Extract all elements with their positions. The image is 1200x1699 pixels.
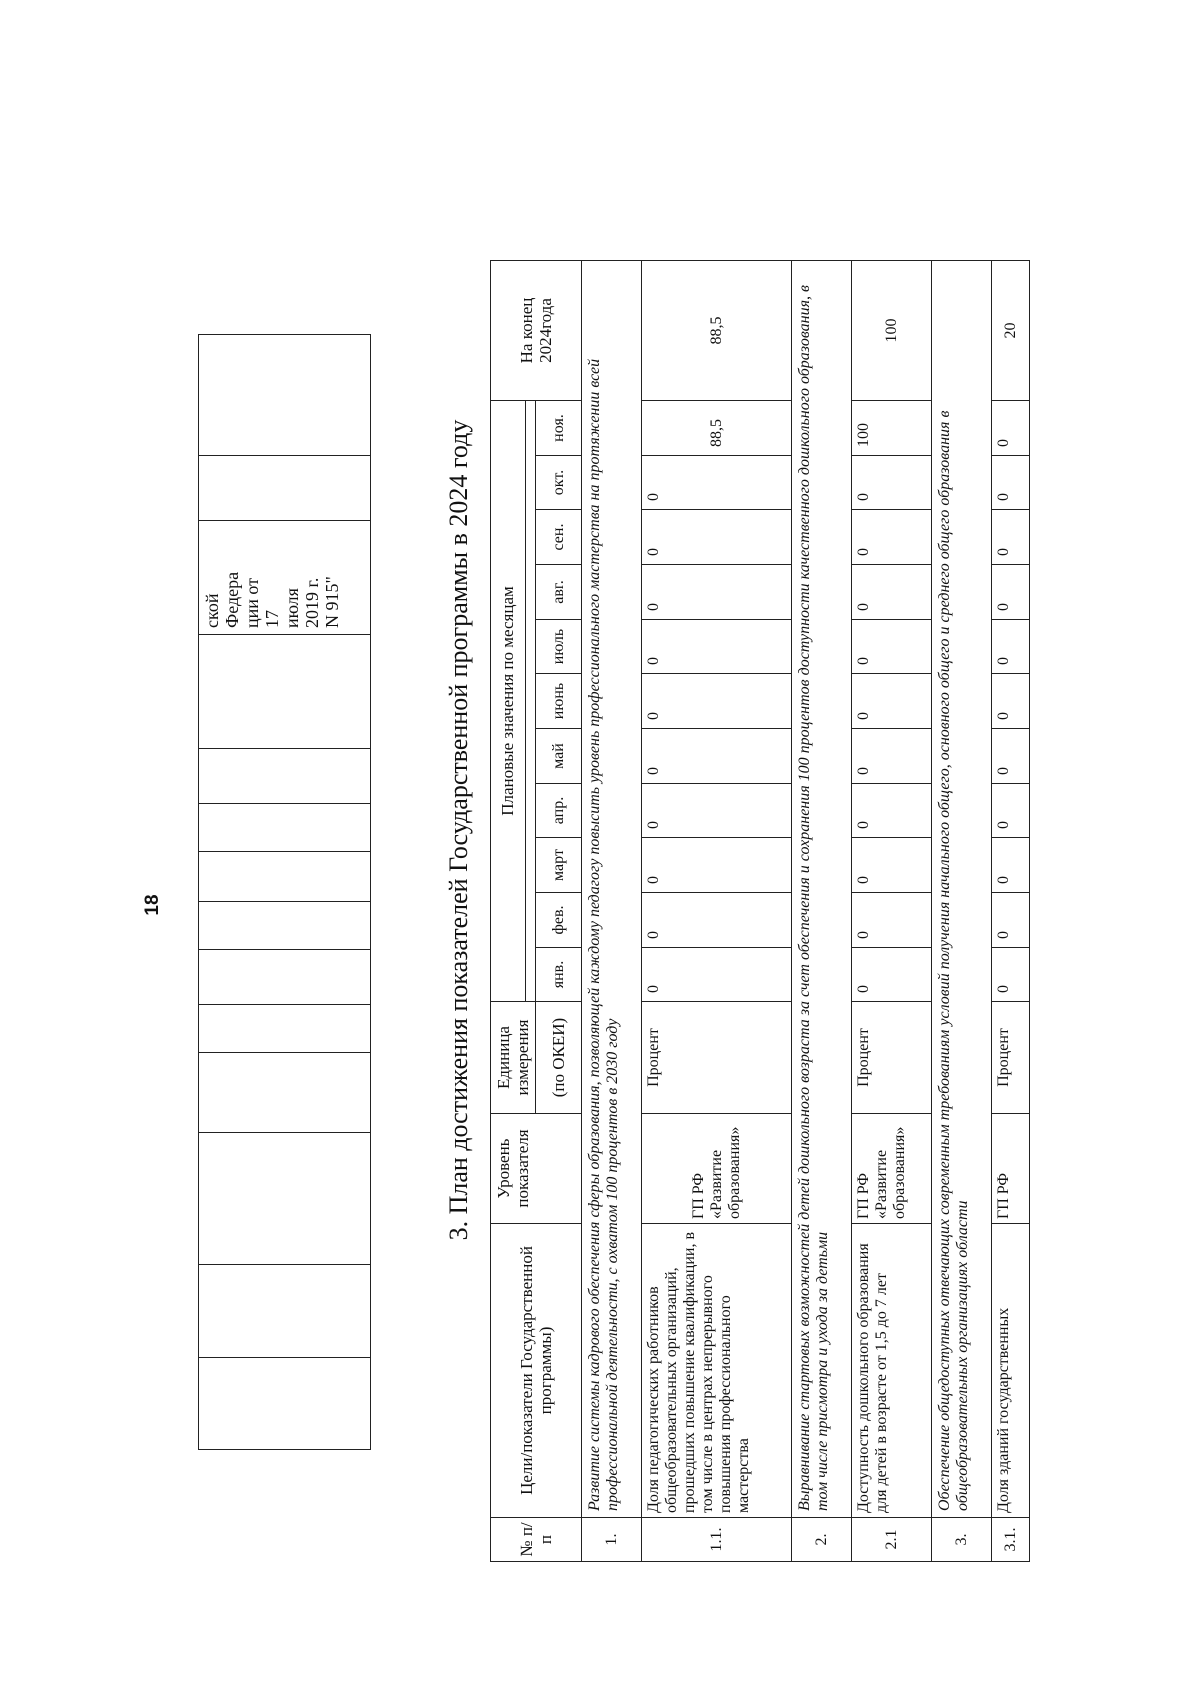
fragment-line: ской xyxy=(202,593,222,628)
value-nov: 88,5 xyxy=(642,401,792,456)
value-mar: 0 xyxy=(992,838,1030,893)
value-sep: 0 xyxy=(852,510,932,565)
value-may: 0 xyxy=(852,729,932,784)
month-jul: июль xyxy=(536,620,582,674)
value-feb: 0 xyxy=(992,893,1030,948)
indicator-level: ГП РФ xyxy=(992,1114,1030,1224)
fragment-cell xyxy=(199,950,371,1005)
header-goal: Цели/показатели Государственной программы) xyxy=(491,1224,582,1518)
fragment-text xyxy=(199,521,345,634)
month-jan: янв. xyxy=(536,948,582,1002)
value-jun: 0 xyxy=(642,674,792,729)
month-nov: ноя. xyxy=(536,401,582,456)
value-jul: 0 xyxy=(642,620,792,674)
header-unit: Единица измерения xyxy=(491,1002,536,1114)
month-apr: апр. xyxy=(536,784,582,838)
value-mar: 0 xyxy=(852,838,932,893)
value-jul: 0 xyxy=(992,620,1030,674)
month-aug: авг. xyxy=(536,565,582,620)
value-oct: 0 xyxy=(852,456,932,510)
fragment-cell xyxy=(199,1053,371,1133)
goal-num: 3. xyxy=(932,1518,992,1562)
indicator-num: 1.1. xyxy=(642,1518,792,1562)
month-sep: сен. xyxy=(536,510,582,565)
header-spacer xyxy=(525,401,535,1002)
indicator-unit: Процент xyxy=(992,1002,1030,1114)
month-oct: окт. xyxy=(536,456,582,510)
month-jun: июнь xyxy=(536,674,582,729)
value-nov: 100 xyxy=(852,401,932,456)
value-jan: 0 xyxy=(852,948,932,1002)
value-jun: 0 xyxy=(852,674,932,729)
value-sep: 0 xyxy=(992,510,1030,565)
value-oct: 0 xyxy=(642,456,792,510)
value-sep: 0 xyxy=(642,510,792,565)
fragment-line: N 915" xyxy=(322,576,342,628)
value-year-end: 100 xyxy=(852,261,932,401)
value-may: 0 xyxy=(642,729,792,784)
goal-num: 1. xyxy=(582,1518,642,1562)
fragment-cell xyxy=(199,1005,371,1053)
section-title: 3. План достижения показателей Государственной программы в 2024 году xyxy=(444,419,473,1241)
header-num: № п/п xyxy=(491,1518,582,1562)
month-mar: март xyxy=(536,838,582,893)
value-may: 0 xyxy=(992,729,1030,784)
value-feb: 0 xyxy=(852,893,932,948)
indicator-num: 3.1. xyxy=(992,1518,1030,1562)
goal-num: 2. xyxy=(792,1518,852,1562)
fragment-cell xyxy=(199,335,371,456)
fragment-cell xyxy=(199,902,371,950)
fragment-table xyxy=(198,334,371,1450)
value-apr: 0 xyxy=(642,784,792,838)
fragment-line: июля xyxy=(282,588,302,628)
indicator-name: Доступность дошкольного образования для детей в возрасте от 1,5 до 7 лет xyxy=(852,1224,932,1518)
fragment-cell xyxy=(199,456,371,521)
indicator-level: ГП РФ «Развитие образования» xyxy=(852,1114,932,1224)
value-jan: 0 xyxy=(992,948,1030,1002)
value-apr: 0 xyxy=(852,784,932,838)
value-jan: 0 xyxy=(642,948,792,1002)
goal-text: Обеспечение общедоступных отвечающих современным требованиям условий получения начального общего, основного общего и среднего общего образования в общеобразовательных организациях области xyxy=(932,261,992,1518)
indicator-name: Доля зданий государственных xyxy=(992,1224,1030,1518)
value-aug: 0 xyxy=(992,565,1030,620)
value-jul: 0 xyxy=(852,620,932,674)
indicator-name: Доля педагогических работников общеобразовательных организаций, прошедших повышение квалификации, в том числе в центрах непрерывного повышения профессионального мастерства xyxy=(642,1224,792,1518)
indicator-unit: Процент xyxy=(852,1002,932,1114)
fragment-cell xyxy=(199,1133,371,1265)
value-aug: 0 xyxy=(642,565,792,620)
fragment-line: ции от xyxy=(242,577,262,628)
page-number: 18 xyxy=(142,894,163,916)
month-feb: фев. xyxy=(536,893,582,948)
indicator-unit: Процент xyxy=(642,1002,792,1114)
header-level: Уровень показателя xyxy=(491,1114,582,1224)
plan-table xyxy=(490,260,1030,1562)
header-monthly: Плановые значения по месяцам xyxy=(491,401,526,1002)
value-oct: 0 xyxy=(992,456,1030,510)
fragment-cell xyxy=(199,749,371,804)
month-may: май xyxy=(536,729,582,784)
indicator-num: 2.1 xyxy=(852,1518,932,1562)
fragment-line: 17 xyxy=(262,610,282,628)
goal-text: Выравнивание стартовых возможностей детей дошкольного возраста за счет обеспечения и сохранения 100 процентов доступности качественного дошкольного образования, в том числе присмотра и ухода за детьми xyxy=(792,261,852,1518)
fragment-cell xyxy=(199,1265,371,1358)
goal-text: Развитие системы кадрового обеспечения сферы образования, позволяющей каждому педагогу повысить уровень профессионального мастерства на протяжении всей профессиональной деятельности, с охватом 100 процентов в 2030 году xyxy=(582,261,642,1518)
header-year-end: На конец 2024года xyxy=(491,261,582,401)
indicator-level: ГП РФ «Развитие образования» xyxy=(642,1114,792,1224)
fragment-line: 2019 г. xyxy=(302,577,322,628)
value-apr: 0 xyxy=(992,784,1030,838)
fragment-cell-text xyxy=(199,521,371,635)
value-mar: 0 xyxy=(642,838,792,893)
value-jun: 0 xyxy=(992,674,1030,729)
fragment-cell xyxy=(199,1358,371,1450)
landscape-page xyxy=(0,80,1200,1680)
value-aug: 0 xyxy=(852,565,932,620)
fragment-cell xyxy=(199,635,371,749)
value-nov: 0 xyxy=(992,401,1030,456)
value-year-end: 88,5 xyxy=(642,261,792,401)
header-unit-okei: (по ОКЕИ) xyxy=(536,1002,582,1114)
value-year-end: 20 xyxy=(992,261,1030,401)
fragment-line: Федера xyxy=(222,571,242,628)
fragment-cell xyxy=(199,804,371,852)
fragment-cell xyxy=(199,852,371,902)
value-feb: 0 xyxy=(642,893,792,948)
